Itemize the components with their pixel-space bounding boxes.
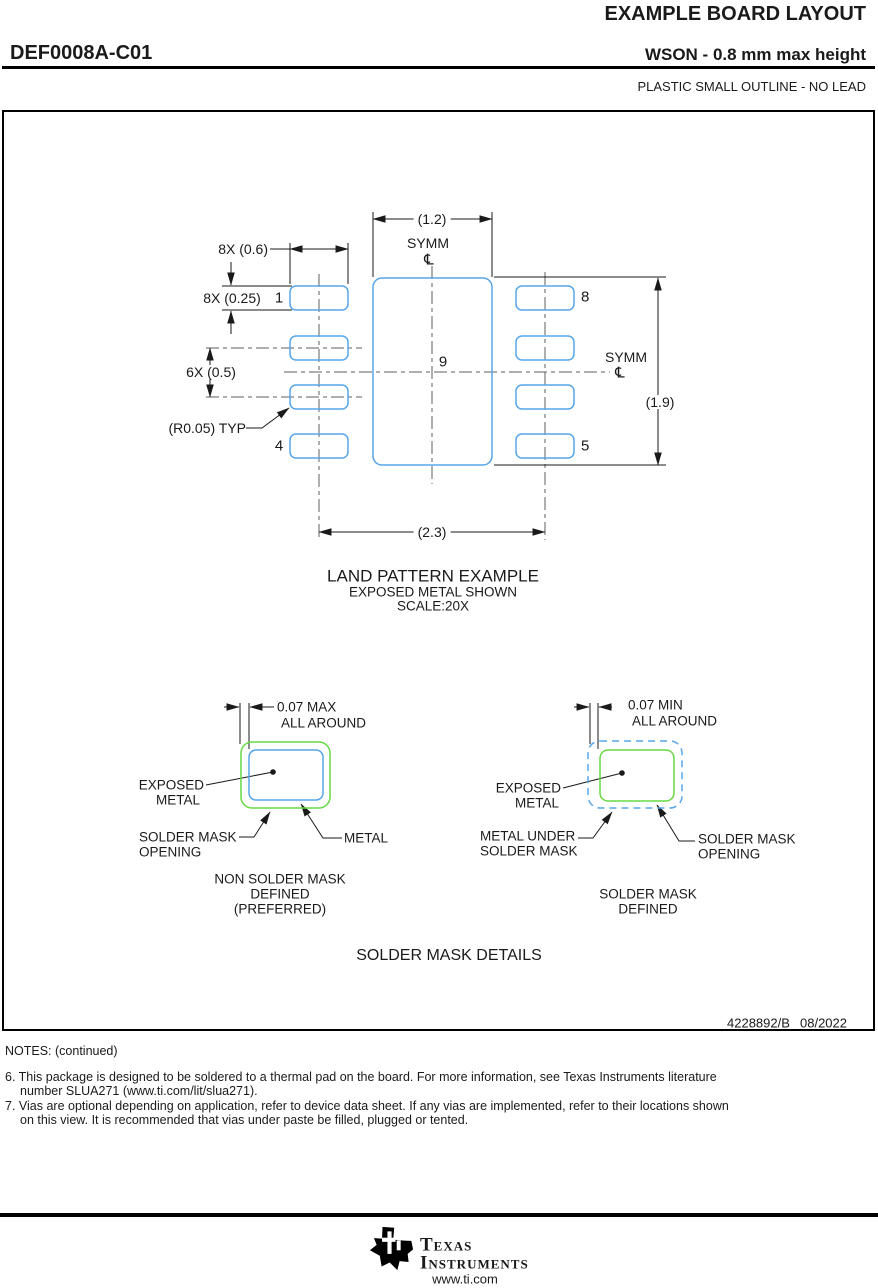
dim-corner-radius: (R0.05) TYP: [168, 420, 246, 436]
solder-mask-details-title: SOLDER MASK DETAILS: [356, 947, 542, 964]
nsmd-opening-label-1: SOLDER MASK: [139, 829, 237, 845]
dim-center-pad-width: (1.2): [414, 212, 451, 226]
pin-1-label: 1: [274, 289, 284, 307]
drawing-date: 08/2022: [800, 1015, 847, 1031]
nsmd-caption-2: DEFINED: [250, 886, 310, 902]
smd-dim-value: 0.07 MIN: [628, 697, 683, 713]
nsmd-exposed-label-1: EXPOSED: [138, 777, 204, 793]
brand-name-line2: Instruments: [420, 1252, 529, 1274]
nsmd-caption-1: NON SOLDER MASK: [214, 871, 346, 887]
land-pattern-title: LAND PATTERN EXAMPLE: [327, 566, 539, 586]
nsmd-caption-3: (PREFERRED): [233, 901, 327, 917]
smd-caption-2: DEFINED: [618, 901, 678, 917]
drawing-number: 4228892/B: [727, 1015, 790, 1031]
leader-dot: [619, 770, 625, 776]
solder-mask-opening-outline: [241, 742, 330, 808]
land-pattern-subtitle2: SCALE:20X: [396, 598, 470, 614]
smd-under-label-1: METAL UNDER: [480, 828, 576, 844]
smd-dim-qualifier: ALL AROUND: [632, 713, 718, 729]
smd-exposed-label-2: METAL: [514, 795, 559, 811]
note-7-line-2: on this view. It is recommended that vias under paste be filled, plugged or tented.: [20, 1112, 469, 1127]
nsmd-dim-value: 0.07 MAX: [277, 699, 337, 715]
centerline-symbol-right: ℄: [615, 363, 625, 382]
note-7-line-1: 7. Vias are optional depending on application, refer to device data sheet. If any vias are implemented, refer to their locations shown: [5, 1098, 729, 1113]
nsmd-opening-label-2: OPENING: [139, 844, 202, 860]
smd-opening-label-1: SOLDER MASK: [698, 831, 796, 847]
smd-opening-label-2: OPENING: [698, 846, 761, 862]
symm-top-label: SYMM: [407, 235, 449, 251]
smd-caption-1: SOLDER MASK: [599, 886, 697, 902]
brand-name-line1: Texas: [420, 1234, 473, 1256]
nsmd-exposed-label-2: METAL: [155, 792, 200, 808]
notes-heading: NOTES: (continued): [5, 1043, 118, 1058]
centerline-symbol-top: ℄: [424, 250, 434, 269]
website-link[interactable]: www.ti.com: [432, 1271, 498, 1287]
dim-pitch: 6X (0.5): [182, 365, 240, 379]
package-description: PLASTIC SMALL OUTLINE - NO LEAD: [637, 79, 866, 94]
smd-exposed-label-1: EXPOSED: [495, 780, 561, 796]
package-type: WSON - 0.8 mm max height: [644, 45, 866, 64]
pin-9-label: 9: [438, 353, 448, 371]
symm-right-label: SYMM: [605, 349, 647, 365]
dim-span: (2.3): [414, 525, 451, 539]
page-title: EXAMPLE BOARD LAYOUT: [604, 3, 866, 25]
note-6-line-2: number SLUA271 (www.ti.com/lit/slua271).: [20, 1083, 258, 1098]
smd-under-label-2: SOLDER MASK: [480, 843, 578, 859]
nsmd-metal-label: METAL: [344, 830, 389, 846]
pin-5-label: 5: [581, 437, 590, 455]
footer-divider: [0, 1213, 878, 1217]
centerlines: [206, 266, 610, 540]
dim-pad-width: 8X (0.6): [218, 241, 268, 257]
leader-dot: [270, 769, 276, 775]
pin-8-label: 8: [581, 288, 590, 306]
part-number: DEF0008A-C01: [10, 42, 153, 64]
note-6-line-1: 6. This package is designed to be soldered to a thermal pad on the board. For more information, see Texas Instruments literature: [5, 1069, 717, 1084]
land-pattern-subtitle1: EXPOSED METAL SHOWN: [348, 584, 518, 600]
pin-4-label: 4: [274, 437, 284, 455]
ti-logo-icon: [368, 1226, 415, 1271]
nsmd-dim-qualifier: ALL AROUND: [281, 715, 367, 731]
dim-pad-height: 8X (0.25): [199, 291, 265, 305]
dim-height: (1.9): [642, 395, 679, 409]
